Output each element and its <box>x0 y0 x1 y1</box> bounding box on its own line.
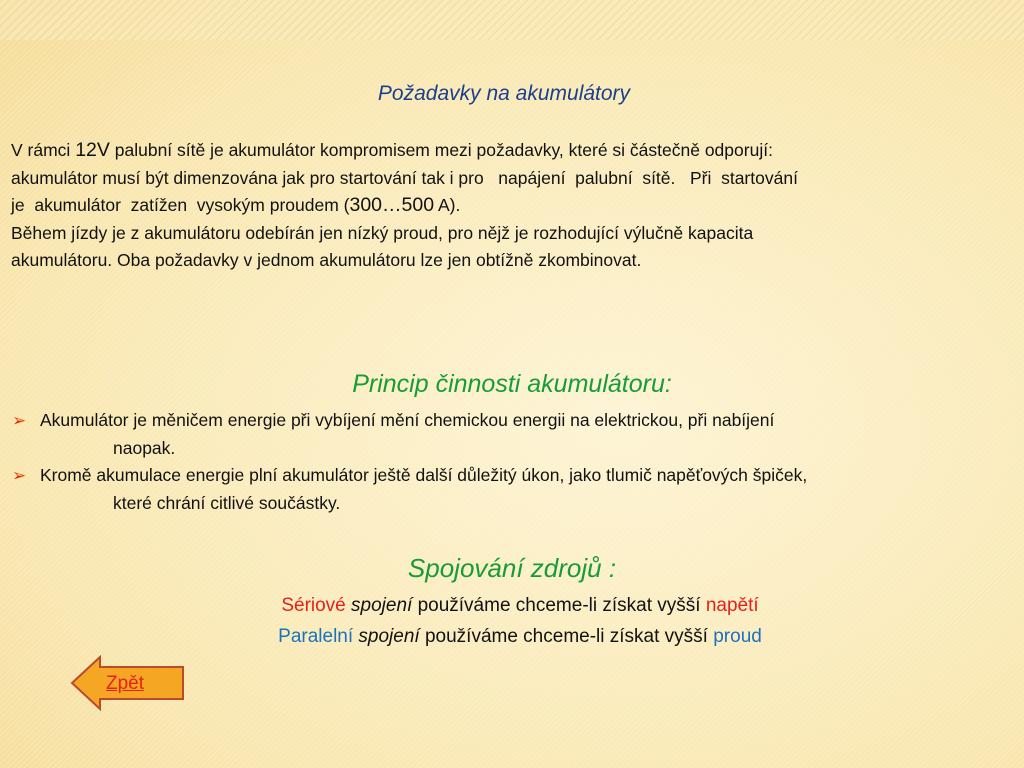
serial-word: Sériové <box>281 595 346 616</box>
connection-heading: Spojování zdrojů : <box>407 553 617 583</box>
principle-heading: Princip činnosti akumulátoru: <box>352 370 672 398</box>
bullet-item <box>12 407 1007 462</box>
current-range-value: 300…500 <box>349 194 435 216</box>
back-button[interactable] <box>70 655 185 712</box>
voltage-value: 12V <box>75 139 110 161</box>
decorative-stripe <box>0 0 1024 40</box>
principle-bullet-list <box>12 407 1007 517</box>
slide-title: Požadavky na akumulátory <box>377 82 631 105</box>
parallel-connection-line: Paralelní spojení používáme chceme-li získat vyšší proud <box>278 626 762 647</box>
intro-line-3: je akumulátor zatížen vysokým proudem (300…500 A). <box>11 194 461 216</box>
parallel-target: proud <box>713 626 762 647</box>
intro-line-1: V rámci 12V palubní sítě je akumulátor kompromisem mezi požadavky, které si částečně odporují: <box>11 139 773 161</box>
bullet-arrow-icon: ➢ <box>12 466 27 485</box>
serial-connection-line: Sériové spojení používáme chceme-li získat vyšší napětí <box>281 595 759 616</box>
intro-line-4: Během jízdy je z akumulátoru odebírán jen nízký proud, pro nějž je rozhodující výlučně kapacita <box>11 222 754 243</box>
back-button-label[interactable]: Zpět <box>106 673 145 694</box>
intro-line-5: akumulátoru. Oba požadavky v jednom akumulátoru lze jen obtížně zkombinovat. <box>11 250 642 270</box>
bullet-text-line-2: které chrání citlivé součástky. <box>113 492 341 513</box>
bullet-text-line-2: naopak. <box>113 437 176 458</box>
bullet-item <box>12 462 1007 517</box>
bullet-arrow-icon: ➢ <box>12 411 27 430</box>
parallel-word: Paralelní <box>278 626 354 647</box>
intro-line-2: akumulátor musí být dimenzována jak pro startování tak i pro napájení palubní sítě. Při startování <box>11 167 798 188</box>
bullet-text-line-1: Kromě akumulace energie plní akumulátor ještě další důležitý úkon, jako tlumič napěťových špiček, <box>40 465 808 485</box>
bullet-text-line-1: Akumulátor je měničem energie při vybíjení mění chemickou energii na elektrickou, při nabíjení <box>40 410 775 430</box>
intro-paragraph <box>11 137 1001 275</box>
serial-target: napětí <box>705 595 759 616</box>
